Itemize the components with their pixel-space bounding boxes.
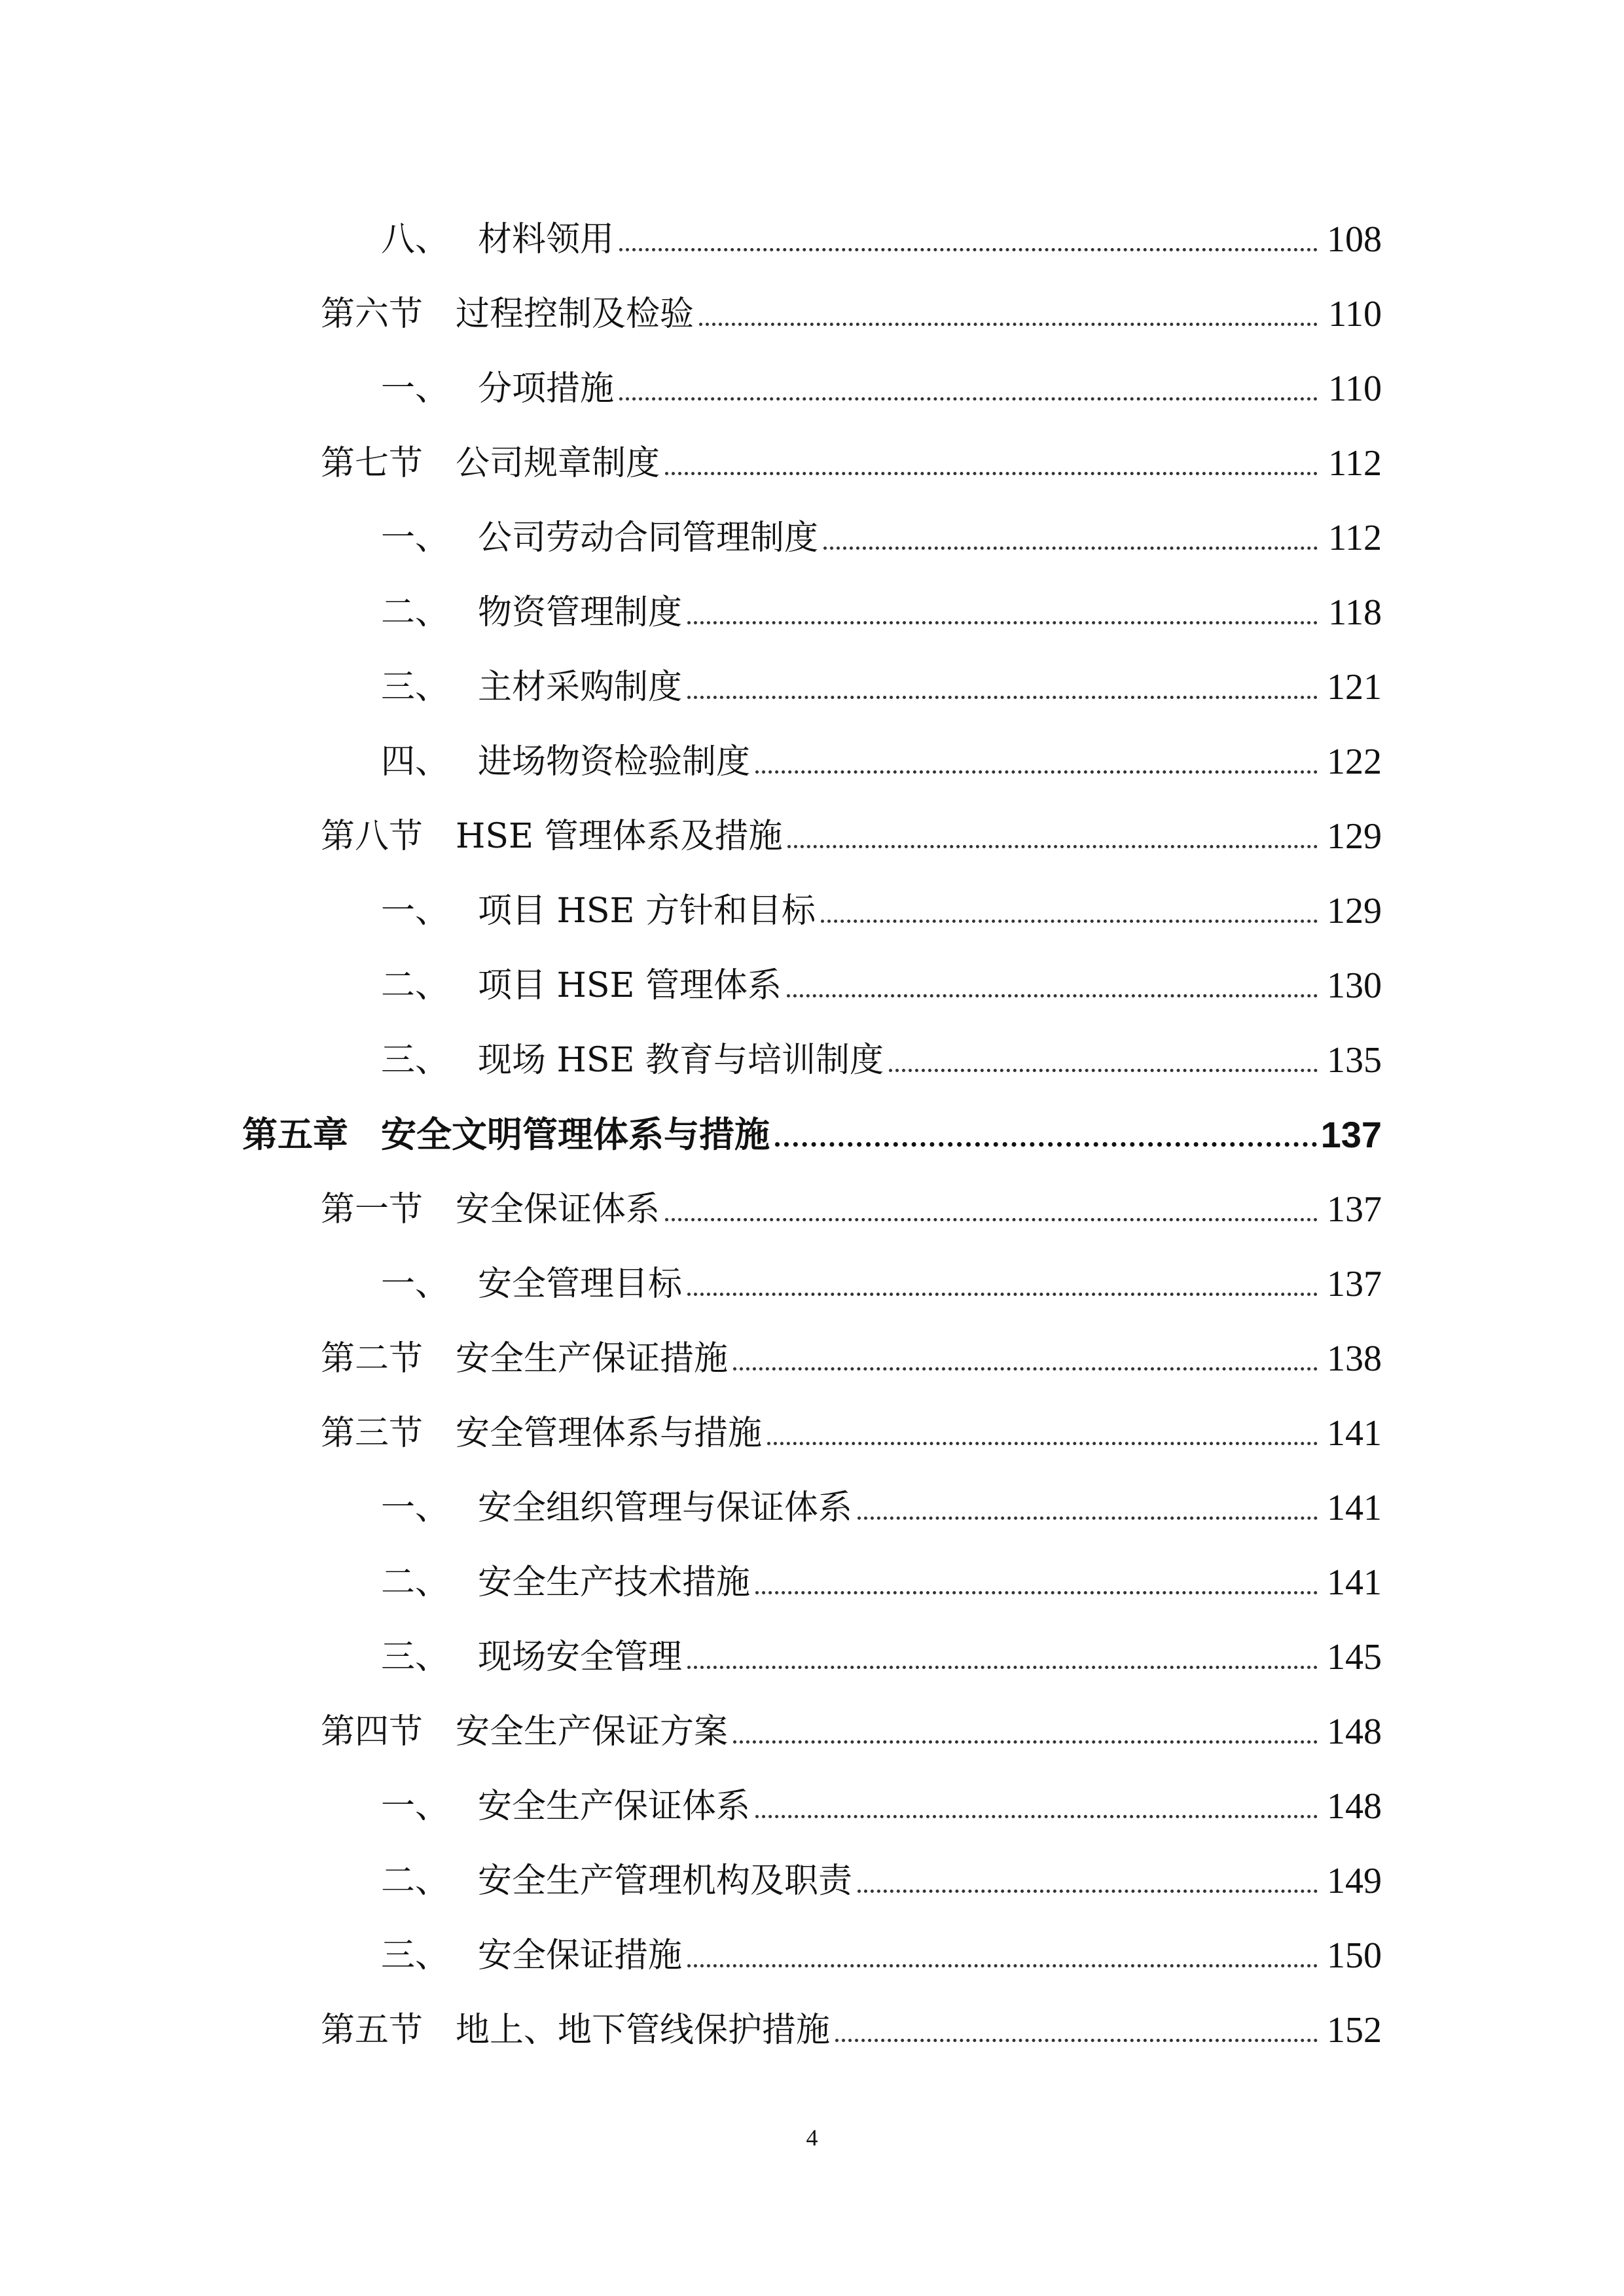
toc-entry[interactable] bbox=[321, 1155, 1382, 1229]
toc-entry-title: 现场安全管理 bbox=[478, 1638, 683, 1677]
toc-entry-title: 公司劳动合同管理制度 bbox=[478, 518, 819, 558]
toc-entry-number: 二、 bbox=[381, 1861, 450, 1901]
toc-entry[interactable] bbox=[381, 1528, 1382, 1602]
toc-entry-page: 108 bbox=[1327, 219, 1382, 260]
toc-entry-number: 三、 bbox=[381, 1638, 450, 1677]
dot-leader bbox=[755, 1591, 1318, 1594]
toc-entry[interactable] bbox=[381, 707, 1382, 781]
toc-entry-page: 135 bbox=[1327, 1040, 1382, 1081]
toc-entry[interactable] bbox=[381, 1229, 1382, 1304]
toc-entry-page: 141 bbox=[1327, 1488, 1382, 1528]
page-number: 4 bbox=[806, 2125, 818, 2151]
toc-entry-number: 二、 bbox=[381, 1563, 450, 1602]
toc-entry-number: 四、 bbox=[381, 742, 450, 781]
dot-leader bbox=[787, 994, 1318, 997]
toc-entry-title: 安全生产保证体系 bbox=[478, 1787, 751, 1826]
toc-entry-title: 公司规章制度 bbox=[456, 444, 660, 483]
toc-entry-number: 三、 bbox=[381, 668, 450, 707]
toc-entry-page: 110 bbox=[1328, 294, 1382, 334]
toc-entry[interactable] bbox=[381, 1602, 1382, 1677]
toc-entry-page: 145 bbox=[1327, 1637, 1382, 1677]
toc-entry-page: 137 bbox=[1327, 1189, 1382, 1230]
toc-entry-title: 项目 HSE 方针和目标 bbox=[478, 891, 816, 931]
dot-leader bbox=[699, 323, 1318, 326]
toc-entry-number: 一、 bbox=[381, 1787, 450, 1826]
dot-leader bbox=[823, 547, 1318, 550]
toc-entry-page: 141 bbox=[1327, 1562, 1382, 1603]
toc-entry-title: 主材采购制度 bbox=[478, 668, 683, 707]
toc-entry-number: 第四节 bbox=[321, 1712, 424, 1751]
toc-entry[interactable] bbox=[381, 1901, 1382, 1975]
toc-entry-number: 一、 bbox=[381, 1488, 450, 1528]
toc-entry-chapter[interactable] bbox=[242, 1080, 1382, 1155]
dot-leader bbox=[755, 770, 1318, 774]
toc-entry-number: 第八节 bbox=[321, 817, 424, 856]
toc-entry[interactable] bbox=[381, 1751, 1382, 1826]
dot-leader bbox=[733, 1367, 1318, 1371]
toc-entry-title: 地上、地下管线保护措施 bbox=[456, 2011, 831, 2050]
toc-entry-page: 112 bbox=[1328, 518, 1382, 558]
toc-entry[interactable] bbox=[321, 1304, 1382, 1378]
dot-leader bbox=[775, 1142, 1317, 1147]
toc-entry-number: 第二节 bbox=[321, 1339, 424, 1378]
dot-leader bbox=[787, 845, 1318, 848]
toc-entry-title: HSE 管理体系及措施 bbox=[456, 817, 783, 856]
toc-entry-title: 安全生产技术措施 bbox=[478, 1563, 751, 1602]
dot-leader bbox=[857, 1890, 1318, 1893]
dot-leader bbox=[687, 1666, 1318, 1669]
toc-entry-number: 第三节 bbox=[321, 1414, 424, 1453]
toc-entry-title: 进场物资检验制度 bbox=[478, 742, 751, 781]
toc-entry-page: 130 bbox=[1327, 965, 1382, 1006]
toc-entry[interactable] bbox=[381, 185, 1382, 259]
toc-entry[interactable] bbox=[321, 781, 1382, 856]
dot-leader bbox=[687, 1964, 1318, 1967]
toc-entry[interactable] bbox=[381, 632, 1382, 707]
toc-entry-number: 三、 bbox=[381, 1041, 450, 1080]
dot-leader bbox=[835, 2039, 1318, 2042]
toc-entry-number: 第七节 bbox=[321, 444, 424, 483]
toc-entry-page: 150 bbox=[1327, 1935, 1382, 1976]
dot-leader bbox=[687, 621, 1318, 624]
dot-leader bbox=[767, 1442, 1318, 1445]
toc-entry-number: 一、 bbox=[381, 518, 450, 558]
toc-entry[interactable] bbox=[381, 334, 1382, 408]
dot-leader bbox=[619, 397, 1318, 401]
toc-entry-title: 分项措施 bbox=[478, 369, 615, 408]
toc-entry-number: 一、 bbox=[381, 1265, 450, 1304]
toc-entry-page: 152 bbox=[1327, 2010, 1382, 2051]
toc-entry-title: 物资管理制度 bbox=[478, 593, 683, 632]
toc-entry[interactable] bbox=[381, 1826, 1382, 1901]
dot-leader bbox=[733, 1740, 1318, 1744]
toc-entry-title: 材料领用 bbox=[478, 220, 615, 259]
toc-entry-number: 第六节 bbox=[321, 295, 424, 334]
dot-leader bbox=[821, 920, 1318, 923]
toc-entry-page: 121 bbox=[1327, 667, 1382, 708]
toc-entry-title: 安全保证措施 bbox=[478, 1936, 683, 1975]
toc-entry-number: 第五章 bbox=[242, 1114, 348, 1155]
toc-entry-title: 安全管理目标 bbox=[478, 1265, 683, 1304]
toc-entry-number: 一、 bbox=[381, 891, 450, 931]
toc-entry[interactable] bbox=[381, 931, 1382, 1005]
toc-entry-page: 122 bbox=[1327, 742, 1382, 782]
toc-entry-page: 138 bbox=[1327, 1338, 1382, 1379]
toc-entry-page: 148 bbox=[1327, 1786, 1382, 1827]
toc-entry-title: 项目 HSE 管理体系 bbox=[478, 966, 782, 1005]
toc-entry[interactable] bbox=[381, 856, 1382, 931]
toc-entry-title: 安全生产保证方案 bbox=[456, 1712, 729, 1751]
toc-entry[interactable] bbox=[321, 408, 1382, 483]
dot-leader bbox=[687, 696, 1318, 699]
dot-leader bbox=[665, 1218, 1318, 1221]
toc-entry-number: 三、 bbox=[381, 1936, 450, 1975]
toc-entry-page: 129 bbox=[1327, 816, 1382, 857]
toc-entry[interactable] bbox=[321, 1378, 1382, 1453]
toc-entry[interactable] bbox=[321, 259, 1382, 334]
toc-entry-number: 二、 bbox=[381, 966, 450, 1005]
toc-entry-number: 八、 bbox=[381, 220, 450, 259]
dot-leader bbox=[755, 1815, 1318, 1818]
toc-entry-number: 第一节 bbox=[321, 1190, 424, 1229]
toc-entry-title: 过程控制及检验 bbox=[456, 295, 695, 334]
toc-entry-number: 一、 bbox=[381, 369, 450, 408]
toc-entry-title: 安全生产管理机构及职责 bbox=[478, 1861, 853, 1901]
toc-entry[interactable] bbox=[381, 1005, 1382, 1080]
toc-entry-page: 118 bbox=[1328, 592, 1382, 633]
toc-entry[interactable] bbox=[321, 1677, 1382, 1751]
toc-entry-title: 安全文明管理体系与措施 bbox=[381, 1114, 770, 1155]
toc-entry-page: 137 bbox=[1320, 1114, 1382, 1155]
toc-entry-title: 安全保证体系 bbox=[456, 1190, 660, 1229]
toc-entry-title: 安全管理体系与措施 bbox=[456, 1414, 763, 1453]
dot-leader bbox=[857, 1516, 1318, 1520]
dot-leader bbox=[619, 248, 1318, 251]
toc-entry[interactable] bbox=[381, 483, 1382, 558]
toc-entry-page: 129 bbox=[1327, 891, 1382, 931]
dot-leader bbox=[687, 1293, 1318, 1296]
toc-entry-number: 第五节 bbox=[321, 2011, 424, 2050]
dot-leader bbox=[889, 1069, 1318, 1072]
toc-entry-page: 137 bbox=[1327, 1264, 1382, 1304]
toc-entry[interactable] bbox=[321, 1975, 1382, 2050]
toc-entry-page: 148 bbox=[1327, 1712, 1382, 1752]
toc-entry-page: 149 bbox=[1327, 1861, 1382, 1901]
dot-leader bbox=[665, 472, 1318, 475]
toc-entry-title: 现场 HSE 教育与培训制度 bbox=[478, 1041, 884, 1080]
toc-entry-number: 二、 bbox=[381, 593, 450, 632]
toc-entry-page: 110 bbox=[1328, 368, 1382, 409]
toc-entry[interactable] bbox=[381, 558, 1382, 632]
toc-entry-page: 112 bbox=[1328, 443, 1382, 484]
toc-entry[interactable] bbox=[381, 1453, 1382, 1528]
toc-entry-title: 安全生产保证措施 bbox=[456, 1339, 729, 1378]
toc-entry-title: 安全组织管理与保证体系 bbox=[478, 1488, 853, 1528]
toc-entry-page: 141 bbox=[1327, 1413, 1382, 1454]
